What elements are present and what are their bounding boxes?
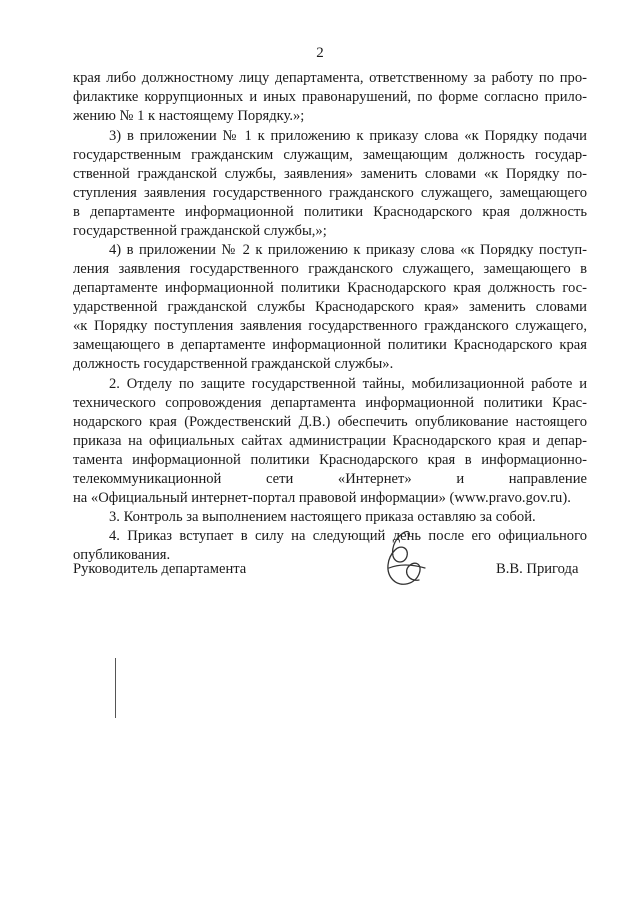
text-line: приказа на официальных сайтах администрации Краснодарского края и депар- (73, 433, 587, 449)
margin-mark (115, 658, 116, 718)
text-line: государственным гражданским служащим, замещающим должность государ- (73, 147, 587, 163)
page-number: 2 (316, 45, 324, 61)
text-line: ступления заявления государственного гражданского служащего, замещающего (73, 185, 587, 201)
text-line: на «Официальный интернет-портал правовой информации» (www.pravo.gov.ru). (73, 490, 571, 506)
text-line: жению № 1 к настоящему Порядку.»; (73, 108, 305, 124)
signatory-name: В.В. Пригода (496, 561, 579, 577)
text-line: 3) в приложении № 1 к приложению к приказу слова «к Порядку подачи (109, 128, 587, 144)
text-line: нодарского края (Рождественский Д.В.) обеспечить опубликование настоящего (73, 414, 587, 430)
text-line: замещающего в департаменте информационной политики Краснодарского края (73, 337, 587, 353)
text-line: филактике коррупционных и иных правонарушений, по форме согласно прило- (73, 89, 587, 105)
handwritten-signature (375, 528, 435, 594)
text-line: края либо должностному лицу департамента, ответственному за работу по про- (73, 70, 587, 86)
text-line: тамента информационной политики Краснодарского края в информационно- (73, 452, 587, 468)
text-line: 2. Отделу по защите государственной тайны, мобилизационной работе и (109, 376, 587, 392)
text-line: 4) в приложении № 2 к приложению к приказу слова «к Порядку поступ- (109, 242, 587, 258)
text-line: государственной гражданской службы,»; (73, 223, 327, 239)
text-line: 3. Контроль за выполнением настоящего приказа оставляю за собой. (109, 509, 536, 525)
text-line: ления заявления государственного гражданского служащего, замещающего в (73, 261, 587, 277)
text-line: должность государственной гражданской службы». (73, 356, 394, 372)
text-line: технического сопровождения департамента информационной политики Крас- (73, 395, 587, 411)
text-line: 4. Приказ вступает в силу на следующий день после его официального (109, 528, 587, 544)
text-line: телекоммуникационной сети «Интернет» и направление (73, 471, 587, 487)
text-line: «к Порядку поступления заявления государственного гражданского служащего, (73, 318, 587, 334)
text-line: ударственной гражданской службы Краснодарского края» заменить словами (73, 299, 587, 315)
text-line: департаменте информационной политики Краснодарского края должность гос- (73, 280, 587, 296)
text-line: в департаменте информационной политики Краснодарского края должность (73, 204, 587, 220)
text-line: ственной гражданской службы, заявления» заменить словами «к Порядку по- (73, 166, 587, 182)
signatory-position: Руководитель департамента (73, 561, 247, 577)
text-line: опубликования. (73, 547, 171, 563)
